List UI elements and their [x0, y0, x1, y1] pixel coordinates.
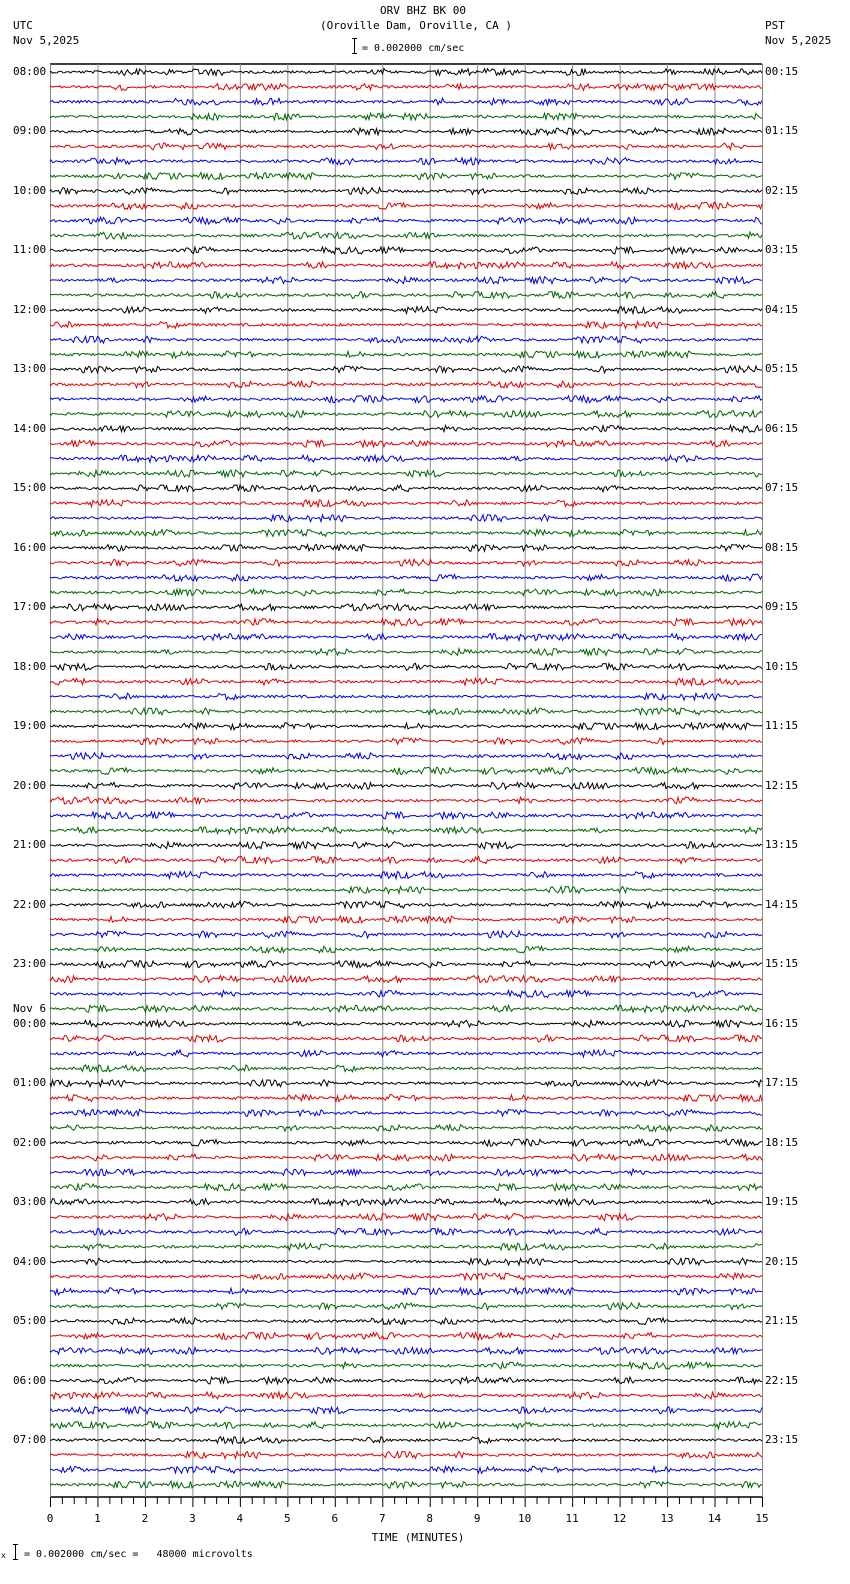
pst-hour-label: 00:15	[765, 65, 799, 78]
x-tick-label: 11	[565, 1512, 579, 1525]
utc-hour-label: 17:00	[13, 600, 47, 614]
seismic-trace	[50, 262, 762, 269]
seismic-trace	[50, 455, 762, 462]
seismic-trace	[50, 1273, 762, 1280]
seismic-trace	[50, 976, 762, 983]
date-change-label: Nov 6	[13, 1001, 47, 1015]
x-tick-label: 4	[236, 1512, 244, 1525]
x-tick-label: 6	[331, 1512, 339, 1525]
seismic-trace	[50, 366, 762, 373]
seismic-trace	[50, 69, 762, 76]
x-tick-label: 1	[94, 1512, 101, 1525]
seismic-trace	[50, 693, 762, 700]
seismic-trace	[50, 1362, 762, 1369]
utc-hour-label: 20:00	[13, 778, 47, 792]
seismic-trace	[50, 991, 762, 998]
seismic-trace	[50, 1050, 762, 1057]
seismic-trace	[50, 753, 762, 760]
right-timezone: PST	[765, 19, 785, 32]
utc-hour-label: 21:00	[13, 838, 47, 852]
chart-title: ORV BHZ BK 00	[379, 4, 467, 17]
seismic-trace	[50, 1154, 762, 1161]
x-tick-label: 12	[612, 1512, 627, 1525]
utc-hour-label: 08:00	[13, 65, 47, 78]
utc-hour-label: 11:00	[13, 243, 47, 257]
pst-hour-label: 04:15	[765, 302, 799, 316]
pst-hour-label: 12:15	[765, 778, 799, 792]
seismic-trace	[50, 485, 762, 492]
seismic-trace	[50, 663, 762, 670]
pst-hour-label: 02:15	[765, 183, 799, 197]
seismic-trace	[50, 1392, 762, 1399]
utc-hour-label: 23:00	[13, 957, 47, 971]
chart-subtitle: (Oroville Dam, Oroville, CA )	[319, 19, 513, 32]
seismic-trace	[50, 589, 762, 596]
seismic-trace	[50, 173, 762, 180]
seismic-trace	[50, 113, 762, 120]
seismic-trace	[50, 1005, 762, 1012]
utc-hour-label: 16:00	[13, 540, 47, 554]
seismic-trace	[50, 1199, 762, 1206]
seismic-trace	[50, 1481, 762, 1488]
seismic-trace	[50, 128, 762, 135]
utc-hour-label: 03:00	[13, 1195, 47, 1209]
pst-hour-label: 08:15	[765, 540, 799, 554]
seismic-trace	[50, 946, 762, 953]
seismic-trace	[50, 158, 762, 165]
pst-hour-label: 16:15	[765, 1016, 799, 1030]
x-tick-label: 0	[46, 1512, 54, 1525]
seismic-trace	[50, 648, 762, 655]
pst-hour-label: 05:15	[765, 362, 799, 376]
seismic-trace	[50, 857, 762, 864]
utc-hour-label: 07:00	[13, 1433, 47, 1447]
footer-scale-bar-icon	[13, 1544, 18, 1560]
pst-hour-label: 09:15	[765, 600, 799, 614]
seismic-trace	[50, 827, 762, 834]
seismic-trace	[50, 277, 762, 284]
x-tick-label: 8	[426, 1512, 434, 1525]
pst-hour-label: 19:15	[765, 1195, 799, 1209]
seismic-trace	[50, 202, 762, 209]
pst-hour-label: 17:15	[765, 1076, 799, 1090]
seismic-trace	[50, 1169, 762, 1176]
x-tick-label: 9	[473, 1512, 481, 1525]
seismic-trace	[50, 1184, 762, 1191]
seismic-trace	[50, 232, 762, 239]
utc-hour-label: 01:00	[13, 1076, 47, 1090]
seismic-trace	[50, 396, 762, 403]
seismic-trace	[50, 797, 762, 804]
seismic-trace	[50, 1125, 762, 1132]
left-date: Nov 5,2025	[13, 34, 80, 47]
seismic-trace	[50, 723, 762, 730]
pst-hour-label: 14:15	[765, 897, 799, 911]
seismic-trace	[50, 1347, 762, 1354]
x-tick-label: 7	[378, 1512, 386, 1525]
x-tick-label: 5	[284, 1512, 291, 1525]
utc-hour-label: 22:00	[13, 897, 47, 911]
seismic-trace	[50, 470, 762, 477]
left-timezone: UTC	[13, 19, 33, 32]
pst-hour-label: 21:15	[765, 1314, 799, 1328]
pst-hour-label: 10:15	[765, 659, 799, 673]
utc-hour-label: 10:00	[13, 183, 47, 197]
pst-hour-label: 03:15	[765, 243, 799, 257]
seismic-trace	[50, 1451, 762, 1458]
seismic-trace	[50, 322, 762, 329]
seismic-trace	[50, 98, 762, 105]
seismic-trace	[50, 1035, 762, 1042]
seismic-trace	[50, 931, 762, 938]
seismic-trace	[50, 604, 762, 611]
seismic-trace	[50, 188, 762, 195]
pst-hour-label: 06:15	[765, 421, 799, 435]
seismic-trace	[50, 247, 762, 254]
seismic-trace	[50, 411, 762, 418]
utc-hour-label: 06:00	[13, 1373, 47, 1387]
pst-hour-label: 07:15	[765, 481, 799, 495]
seismic-trace	[50, 767, 762, 774]
x-tick-label: 14	[707, 1512, 722, 1525]
seismic-trace	[50, 1377, 762, 1384]
seismic-trace	[50, 292, 762, 299]
utc-hour-label: 09:00	[13, 124, 47, 138]
seismic-trace	[50, 307, 762, 314]
seismic-trace	[50, 1228, 762, 1235]
seismic-trace	[50, 515, 762, 522]
right-date: Nov 5,2025	[765, 34, 832, 47]
x-tick-label: 13	[660, 1512, 674, 1525]
pst-hour-label: 18:15	[765, 1135, 799, 1149]
seismic-trace	[50, 1095, 762, 1102]
seismic-trace	[50, 544, 762, 551]
utc-hour-label: 18:00	[13, 659, 47, 673]
utc-hour-label: 00:00	[13, 1016, 47, 1030]
seismic-trace	[50, 559, 762, 566]
seismic-trace	[50, 500, 762, 507]
seismic-trace	[50, 425, 762, 432]
x-tick-label: 3	[189, 1512, 196, 1525]
seismic-trace	[50, 1288, 762, 1295]
seismic-trace	[50, 916, 762, 923]
seismic-trace	[50, 84, 762, 91]
seismic-trace	[50, 1214, 762, 1221]
utc-hour-label: 13:00	[13, 362, 47, 376]
seismic-trace	[50, 1318, 762, 1325]
seismic-trace	[50, 217, 762, 224]
seismic-trace	[50, 901, 762, 908]
x-axis-label: TIME (MINUTES)	[371, 1531, 465, 1544]
seismic-trace	[50, 812, 762, 819]
seismic-trace	[50, 1258, 762, 1265]
pst-hour-label: 23:15	[765, 1433, 799, 1447]
footer-prefix: x	[1, 1551, 6, 1560]
utc-hour-label: 15:00	[13, 481, 47, 495]
seismic-trace	[50, 634, 762, 641]
pst-hour-label: 13:15	[765, 838, 799, 852]
seismic-trace	[50, 678, 762, 685]
seismic-trace	[50, 738, 762, 745]
pst-hour-label: 22:15	[765, 1373, 799, 1387]
seismic-trace	[50, 708, 762, 715]
x-tick-label: 10	[518, 1512, 532, 1525]
seismic-trace	[50, 351, 762, 358]
seismic-trace	[50, 1080, 762, 1087]
utc-hour-label: 05:00	[13, 1314, 47, 1328]
seismic-trace	[50, 574, 762, 581]
footer-scale-label: = 0.002000 cm/sec = 48000 microvolts	[24, 1549, 253, 1560]
utc-hour-label: 04:00	[13, 1254, 47, 1268]
pst-hour-label: 11:15	[765, 719, 799, 733]
seismic-trace	[50, 1407, 762, 1414]
seismic-trace	[50, 1243, 762, 1250]
utc-hour-label: 12:00	[13, 302, 47, 316]
seismic-trace	[50, 1110, 762, 1117]
seismic-trace	[50, 381, 762, 388]
seismic-trace	[50, 1065, 762, 1072]
x-tick-label: 2	[141, 1512, 149, 1525]
seismic-trace	[50, 1020, 762, 1027]
seismic-trace	[50, 143, 762, 150]
seismic-trace	[50, 842, 762, 849]
seismic-trace	[50, 1333, 762, 1340]
seismic-trace	[50, 1303, 762, 1310]
seismic-trace	[50, 1139, 762, 1146]
seismic-trace	[50, 961, 762, 968]
pst-hour-label: 01:15	[765, 124, 799, 138]
seismic-trace	[50, 440, 762, 447]
seismic-trace	[50, 872, 762, 879]
seismic-trace	[50, 782, 762, 789]
pst-hour-label: 15:15	[765, 957, 799, 971]
utc-hour-label: 02:00	[13, 1135, 47, 1149]
utc-hour-label: 19:00	[13, 719, 47, 733]
seismic-trace	[50, 1422, 762, 1429]
utc-hour-label: 14:00	[13, 421, 47, 435]
seismic-trace	[50, 530, 762, 537]
pst-hour-label: 20:15	[765, 1254, 799, 1268]
seismic-trace	[50, 336, 762, 343]
seismic-trace	[50, 1437, 762, 1444]
seismic-trace	[50, 1466, 762, 1473]
seismic-trace	[50, 886, 762, 893]
x-tick-label: 15	[755, 1512, 769, 1525]
scale-label: = 0.002000 cm/sec	[362, 43, 465, 54]
seismic-trace	[50, 619, 762, 626]
